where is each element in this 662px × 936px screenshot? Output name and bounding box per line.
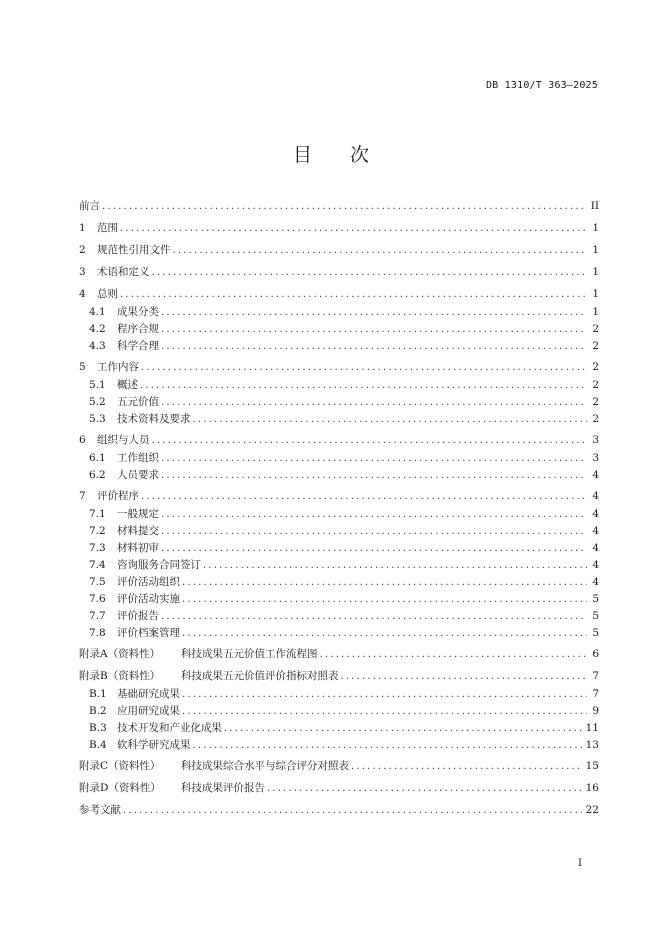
toc-entry-label bbox=[79, 783, 267, 794]
toc-entry-title: 组织与人员 bbox=[97, 434, 150, 446]
toc-entry-page: 1 bbox=[592, 222, 599, 234]
toc-entry-title: 术语和定义 bbox=[97, 266, 150, 278]
toc-entry[interactable] bbox=[79, 245, 599, 256]
toc-entry-number: B.4 bbox=[89, 739, 107, 751]
toc-entry-label bbox=[79, 435, 152, 446]
toc-leader-dots bbox=[120, 224, 587, 234]
toc-entry-title: 评价程序 bbox=[97, 490, 139, 502]
toc-entry-page: 16 bbox=[585, 782, 599, 794]
toc-entry-page: 4 bbox=[592, 576, 599, 588]
toc-leader-dots bbox=[267, 784, 582, 794]
toc-entry-label bbox=[79, 577, 182, 588]
toc-entry-page: 5 bbox=[592, 610, 599, 622]
toc-entry[interactable] bbox=[79, 594, 599, 605]
toc-entry[interactable] bbox=[79, 740, 599, 751]
toc-entry-label bbox=[79, 414, 193, 425]
toc-entry-title: 人员要求 bbox=[117, 469, 159, 481]
toc-entry[interactable] bbox=[79, 671, 599, 682]
toc-entry-page: 5 bbox=[592, 627, 599, 639]
toc-entry[interactable] bbox=[79, 307, 599, 318]
toc-entry[interactable] bbox=[79, 723, 599, 734]
toc-leader-dots bbox=[182, 595, 587, 605]
toc-entry-label bbox=[79, 362, 141, 373]
toc-entry-number: 4 bbox=[79, 288, 86, 300]
toc-leader-dots bbox=[123, 806, 582, 816]
toc-entry-number: 7.6 bbox=[89, 593, 106, 605]
toc-entry-label bbox=[79, 201, 102, 212]
toc-entry-label bbox=[79, 689, 182, 700]
toc-entry-page: 7 bbox=[592, 670, 599, 682]
toc-entry-title: 科技成果综合水平与综合评分对照表 bbox=[181, 760, 349, 772]
toc-leader-dots bbox=[161, 471, 587, 481]
toc-entry-number: 7.1 bbox=[89, 508, 106, 520]
toc-entry-number: 4.3 bbox=[89, 340, 106, 352]
toc-entry-page: 22 bbox=[585, 804, 599, 816]
toc-entry-label bbox=[79, 761, 351, 772]
toc-entry[interactable] bbox=[79, 649, 599, 660]
toc-entry-title: 评价活动实施 bbox=[117, 593, 180, 605]
toc-entry-number: 6 bbox=[79, 434, 86, 446]
toc-entry-number: 1 bbox=[79, 222, 86, 234]
toc-entry-title: 科学合理 bbox=[117, 340, 159, 352]
toc-entry[interactable] bbox=[79, 362, 599, 373]
toc-entry-title: 材料提交 bbox=[117, 525, 159, 537]
toc-entry-title: 前言 bbox=[79, 200, 100, 212]
toc-entry-page: 4 bbox=[592, 490, 599, 502]
toc-entry-number: B.3 bbox=[89, 722, 107, 734]
toc-entry-label bbox=[79, 453, 161, 464]
toc-entry[interactable] bbox=[79, 526, 599, 537]
toc-entry-label bbox=[79, 706, 182, 717]
toc-entry-label bbox=[79, 470, 161, 481]
toc-entry-page: 6 bbox=[592, 648, 599, 660]
toc-entry-label bbox=[79, 267, 152, 278]
toc-entry-title: 评价报告 bbox=[117, 610, 159, 622]
toc-leader-dots bbox=[173, 246, 588, 256]
toc-entry-title: 五元价值 bbox=[117, 396, 159, 408]
toc-entry[interactable] bbox=[79, 783, 599, 794]
toc-entry-label bbox=[79, 397, 161, 408]
toc-entry-page: 11 bbox=[585, 722, 599, 734]
toc-entry-title: 评价档案管理 bbox=[117, 627, 180, 639]
toc-entry-number: 7.3 bbox=[89, 542, 106, 554]
toc-entry[interactable] bbox=[79, 543, 599, 554]
toc-entry-label bbox=[79, 491, 141, 502]
toc-entry-label bbox=[79, 611, 161, 622]
toc-leader-dots bbox=[152, 436, 588, 446]
toc-entry[interactable] bbox=[79, 267, 599, 278]
toc-entry-number: B.2 bbox=[89, 705, 107, 717]
toc-entry-title: 成果分类 bbox=[117, 306, 159, 318]
toc-entry-number: 7.7 bbox=[89, 610, 106, 622]
toc-entry-page: 4 bbox=[592, 542, 599, 554]
toc-entry-label bbox=[79, 723, 224, 734]
toc-entry-number: 7.4 bbox=[89, 559, 106, 571]
toc-entry-number: 7.2 bbox=[89, 525, 106, 537]
toc-entry-title: 材料初审 bbox=[117, 542, 159, 554]
toc-entry-number: 附录A（资料性） bbox=[79, 648, 161, 660]
toc-entry[interactable] bbox=[79, 435, 599, 446]
toc-entry-page: 2 bbox=[592, 340, 599, 352]
toc-leader-dots bbox=[161, 454, 587, 464]
toc-entry-title: 参考文献 bbox=[79, 804, 121, 816]
toc-entry-number: 5.3 bbox=[89, 413, 106, 425]
toc-entry[interactable] bbox=[79, 289, 599, 300]
toc-leader-dots bbox=[161, 325, 587, 335]
toc-leader-dots bbox=[161, 342, 587, 352]
toc-entry-title: 技术开发和产业化成果 bbox=[117, 722, 222, 734]
toc-entry-label bbox=[79, 649, 320, 660]
toc-entry-page: 7 bbox=[592, 688, 599, 700]
document-code: DB 1310/T 363—2025 bbox=[486, 80, 598, 91]
toc-entry[interactable] bbox=[79, 223, 599, 234]
toc-entry-title: 科技成果五元价值工作流程图 bbox=[181, 648, 318, 660]
toc-leader-dots bbox=[140, 381, 587, 391]
toc-entry-page: 3 bbox=[592, 452, 599, 464]
toc-leader-dots bbox=[161, 544, 587, 554]
page-number: I bbox=[578, 858, 582, 869]
toc-entry-number: 附录C（资料性） bbox=[79, 760, 161, 772]
toc-entry-page: 5 bbox=[592, 593, 599, 605]
toc-entry-label bbox=[79, 380, 140, 391]
toc-leader-dots bbox=[341, 672, 588, 682]
toc-entry[interactable] bbox=[79, 470, 599, 481]
toc-leader-dots bbox=[193, 741, 582, 751]
toc-leader-dots bbox=[351, 762, 582, 772]
toc-entry-page: 4 bbox=[592, 469, 599, 481]
toc-entry-page: 4 bbox=[592, 525, 599, 537]
toc-entry-number: 4.2 bbox=[89, 323, 106, 335]
toc-leader-dots bbox=[161, 510, 587, 520]
toc-leader-dots bbox=[182, 629, 587, 639]
toc-leader-dots bbox=[182, 578, 587, 588]
toc-entry-number: 2 bbox=[79, 244, 86, 256]
toc-entry[interactable] bbox=[79, 805, 599, 816]
toc-entry-page: 4 bbox=[592, 508, 599, 520]
toc-heading bbox=[0, 140, 662, 167]
toc-entry-page: 13 bbox=[585, 739, 599, 751]
toc-heading-char-2: 次 bbox=[350, 144, 370, 166]
toc-entry-number: 5 bbox=[79, 361, 86, 373]
toc-entry[interactable] bbox=[79, 491, 599, 502]
toc-leader-dots bbox=[224, 724, 582, 734]
toc-entry-label bbox=[79, 509, 161, 520]
toc-entry[interactable] bbox=[79, 628, 599, 639]
toc-entry-number: 附录B（资料性） bbox=[79, 670, 161, 682]
toc-entry-number: 5.1 bbox=[89, 379, 106, 391]
toc-entry-title: 工作内容 bbox=[97, 361, 139, 373]
toc-entry[interactable] bbox=[79, 689, 599, 700]
toc-entry-label bbox=[79, 594, 182, 605]
toc-entry-title: 软科学研究成果 bbox=[117, 739, 191, 751]
toc-entry-number: 6.2 bbox=[89, 469, 106, 481]
toc-entry-label bbox=[79, 307, 161, 318]
toc-entry-label bbox=[79, 324, 161, 335]
toc-entry-page: 3 bbox=[592, 434, 599, 446]
toc-entry-label bbox=[79, 805, 123, 816]
toc-entry-number: 7.5 bbox=[89, 576, 106, 588]
toc-entry-number: 3 bbox=[79, 266, 86, 278]
toc-leader-dots bbox=[141, 492, 587, 502]
toc-leader-dots bbox=[141, 363, 587, 373]
toc-entry-page: 15 bbox=[585, 760, 599, 772]
toc-entry-title: 一般规定 bbox=[117, 508, 159, 520]
toc-entry[interactable] bbox=[79, 611, 599, 622]
toc-entry-number: 7.8 bbox=[89, 627, 106, 639]
toc-entry-title: 工作组织 bbox=[117, 452, 159, 464]
toc-entry-number: 7 bbox=[79, 490, 86, 502]
toc-entry-title: 应用研究成果 bbox=[117, 705, 180, 717]
toc-entry-title: 科技成果评价报告 bbox=[181, 782, 265, 794]
toc-entry-page: 1 bbox=[592, 244, 599, 256]
toc-leader-dots bbox=[320, 650, 588, 660]
toc-leader-dots bbox=[161, 398, 587, 408]
toc-entry[interactable] bbox=[79, 560, 599, 571]
toc-entry-page: 1 bbox=[592, 288, 599, 300]
toc-entry[interactable] bbox=[79, 341, 599, 352]
toc-entry-title: 评价活动组织 bbox=[117, 576, 180, 588]
toc-heading-char-1: 目 bbox=[292, 144, 312, 166]
toc-leader-dots bbox=[152, 268, 588, 278]
toc-entry[interactable] bbox=[79, 509, 599, 520]
toc-leader-dots bbox=[102, 202, 587, 212]
toc-entry-label bbox=[79, 526, 161, 537]
toc-entry-page: 2 bbox=[592, 323, 599, 335]
toc-entry-label bbox=[79, 289, 120, 300]
toc-entry-number: 附录D（资料性） bbox=[79, 782, 161, 794]
toc-entry-label bbox=[79, 628, 182, 639]
toc-entry[interactable] bbox=[79, 380, 599, 391]
toc-entry-page: 1 bbox=[592, 266, 599, 278]
toc-entry-number: 5.2 bbox=[89, 396, 106, 408]
toc-leader-dots bbox=[161, 612, 587, 622]
toc-entry[interactable] bbox=[79, 414, 599, 425]
toc-entry-label bbox=[79, 245, 173, 256]
toc-entry[interactable] bbox=[79, 201, 599, 212]
toc-entry-title: 概述 bbox=[117, 379, 138, 391]
toc-entry-title: 咨询服务合同签订 bbox=[117, 559, 201, 571]
toc-entry-title: 程序合规 bbox=[117, 323, 159, 335]
toc-entry-label bbox=[79, 341, 161, 352]
toc-entry-page: 1 bbox=[592, 306, 599, 318]
toc-entry-label bbox=[79, 671, 341, 682]
toc-entry-title: 总则 bbox=[97, 288, 118, 300]
toc-leader-dots bbox=[203, 561, 587, 571]
toc-leader-dots bbox=[193, 415, 588, 425]
toc-leader-dots bbox=[161, 308, 587, 318]
toc-entry[interactable] bbox=[79, 577, 599, 588]
toc-leader-dots bbox=[161, 527, 587, 537]
toc-entry-label bbox=[79, 543, 161, 554]
toc-entry[interactable] bbox=[79, 397, 599, 408]
toc-entry-page: 2 bbox=[592, 361, 599, 373]
toc-leader-dots bbox=[182, 707, 587, 717]
toc-leader-dots bbox=[120, 290, 587, 300]
toc-entry-number: 6.1 bbox=[89, 452, 106, 464]
toc-entry-page: 9 bbox=[592, 705, 599, 717]
toc-entry-page: 2 bbox=[592, 413, 599, 425]
toc-entry-title: 科技成果五元价值评价指标对照表 bbox=[181, 670, 339, 682]
toc-entry-label bbox=[79, 740, 193, 751]
toc-entry-page: 2 bbox=[592, 396, 599, 408]
toc-entry-number: 4.1 bbox=[89, 306, 106, 318]
toc-entry[interactable] bbox=[79, 324, 599, 335]
toc-entry-title: 技术资料及要求 bbox=[117, 413, 191, 425]
toc-entry[interactable] bbox=[79, 453, 599, 464]
toc-entry-title: 基础研究成果 bbox=[117, 688, 180, 700]
toc-entry[interactable] bbox=[79, 706, 599, 717]
toc-entry-label bbox=[79, 223, 120, 234]
toc-entry-label bbox=[79, 560, 203, 571]
toc-entry-title: 范围 bbox=[97, 222, 118, 234]
toc-entry-page: 4 bbox=[592, 559, 599, 571]
toc-entry-page: 2 bbox=[592, 379, 599, 391]
toc-entry-page: II bbox=[590, 200, 599, 212]
toc-leader-dots bbox=[182, 690, 587, 700]
toc-entry[interactable] bbox=[79, 761, 599, 772]
toc-entry-number: B.1 bbox=[89, 688, 107, 700]
toc-entry-title: 规范性引用文件 bbox=[97, 244, 171, 256]
